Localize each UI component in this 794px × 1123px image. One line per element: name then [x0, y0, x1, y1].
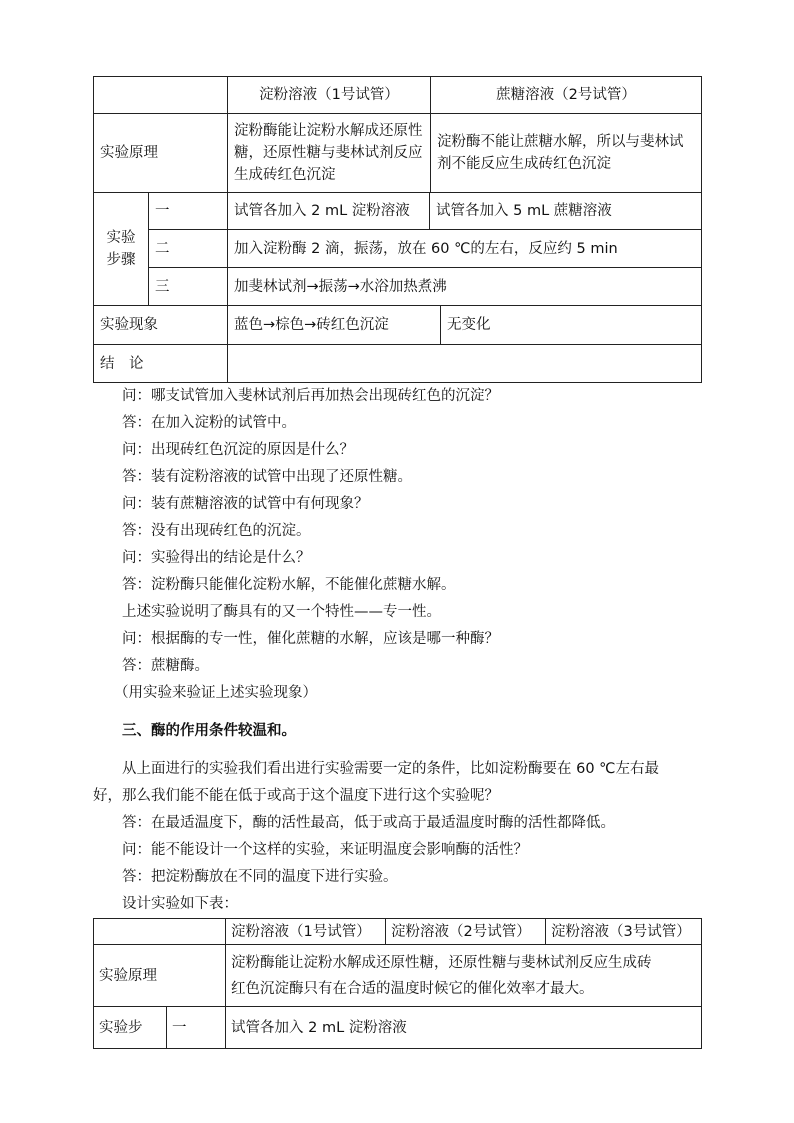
qa-line-11: 答：蔗糖酶。 [122, 658, 209, 674]
table1-header-sucrose: 蔗糖溶液（2号试管） [431, 77, 702, 114]
table1-step-2-no: 二 [149, 230, 228, 268]
qa-line-4: 答：装有淀粉溶液的试管中出现了还原性糖。 [122, 469, 412, 485]
experiment-table-1 [93, 76, 702, 383]
table2-header-tube2: 淀粉溶液（2号试管） [386, 919, 546, 945]
qa2-line-2: 问：能不能设计一个这样的实验，来证明温度会影响酶的活性？ [122, 842, 528, 858]
qa-line-9: 上述实验说明了酶具有的又一个特性——专一性。 [122, 604, 441, 620]
table1-step-3-text: 加斐林试剂→振荡→水浴加热煮沸 [228, 268, 702, 306]
table2-header-empty [94, 919, 226, 945]
qa2-line-3: 答：把淀粉酶放在不同的温度下进行实验。 [122, 869, 398, 885]
table2-principle-line-2: 红色沉淀酶只有在合适的温度时候它的催化效率才最大。 [231, 980, 594, 997]
section-heading: 三、酶的作用条件较温和。 [122, 723, 296, 739]
table2-step-label: 实验步 [94, 1007, 167, 1049]
table1-phenomenon-starch: 蓝色→棕色→砖红色沉淀 [228, 306, 441, 344]
qa-line-7: 问：实验得出的结论是什么？ [122, 550, 311, 566]
table2-principle-text [226, 945, 702, 1007]
experiment-table-2 [93, 918, 702, 1049]
table1-step-3-no: 三 [149, 268, 228, 306]
qa-line-10: 问：根据酶的专一性，催化蔗糖的水解，应该是哪一种酶？ [122, 631, 499, 647]
qa-line-2: 答：在加入淀粉的试管中。 [122, 415, 296, 431]
table1-header-empty [94, 77, 228, 114]
paragraph-line-2: 好，那么我们能不能在低于或高于这个温度下进行这个实验呢？ [93, 788, 499, 804]
qa-line-5: 问：装有蔗糖溶液的试管中有何现象？ [122, 496, 369, 512]
table1-header-starch: 淀粉溶液（1号试管） [228, 77, 431, 114]
table1-step-2-text: 加入淀粉酶 2 滴，振荡，放在 60 ℃的左右，反应约 5 min [228, 230, 702, 268]
table1-phenomenon-cells [228, 306, 702, 345]
table2-header-tube3: 淀粉溶液（3号试管） [546, 919, 702, 945]
table1-step-1-no: 一 [149, 193, 228, 230]
table1-phenomenon-sucrose: 无变化 [447, 317, 491, 333]
qa-line-8: 答：淀粉酶只能催化淀粉水解，不能催化蔗糖水解。 [122, 577, 456, 593]
table1-conclusion-value [228, 345, 702, 383]
paragraph-line-1: 从上面进行的实验我们看出进行实验需要一定的条件，比如淀粉酶要在 60 ℃左右最 [122, 761, 659, 777]
qa-line-6: 答：没有出现砖红色的沉淀。 [122, 523, 311, 539]
table1-step-1-sucrose: 试管各加入 5 mL 蔗糖溶液 [436, 203, 612, 219]
table1-steps-label: 实验步骤 [94, 193, 149, 306]
qa-line-3: 问：出现砖红色沉淀的原因是什么？ [122, 442, 354, 458]
table2-principle-line-1: 淀粉酶能让淀粉水解成还原性糖，还原性糖与斐林试剂反应生成砖 [231, 954, 652, 971]
table2-step-text: 试管各加入 2 mL 淀粉溶液 [226, 1007, 702, 1049]
table1-principle-starch: 淀粉酶能让淀粉水解成还原性糖，还原性糖与斐林试剂反应生成砖红色沉淀 [228, 114, 431, 193]
table2-principle-label: 实验原理 [94, 945, 226, 1007]
table1-step-1-starch: 试管各加入 2 mL 淀粉溶液 [228, 193, 430, 229]
table1-conclusion-label: 结 论 [94, 345, 228, 383]
note-line: （用实验来验证上述实验现象） [114, 685, 317, 701]
table1-principle-sucrose: 淀粉酶不能让蔗糖水解，所以与斐林试剂不能反应生成砖红色沉淀 [431, 114, 702, 193]
table1-step-1-cells [228, 193, 702, 230]
table2-header-tube1: 淀粉溶液（1号试管） [226, 919, 386, 945]
table1-phenomenon-label: 实验现象 [94, 306, 228, 345]
qa2-line-4: 设计实验如下表： [122, 896, 238, 912]
table1-principle-label: 实验原理 [94, 114, 228, 193]
table2-step-no: 一 [167, 1007, 226, 1049]
qa2-line-1: 答：在最适温度下，酶的活性最高，低于或高于最适温度时酶的活性都降低。 [122, 815, 615, 831]
qa-line-1: 问：哪支试管加入斐林试剂后再加热会出现砖红色的沉淀？ [122, 388, 499, 404]
